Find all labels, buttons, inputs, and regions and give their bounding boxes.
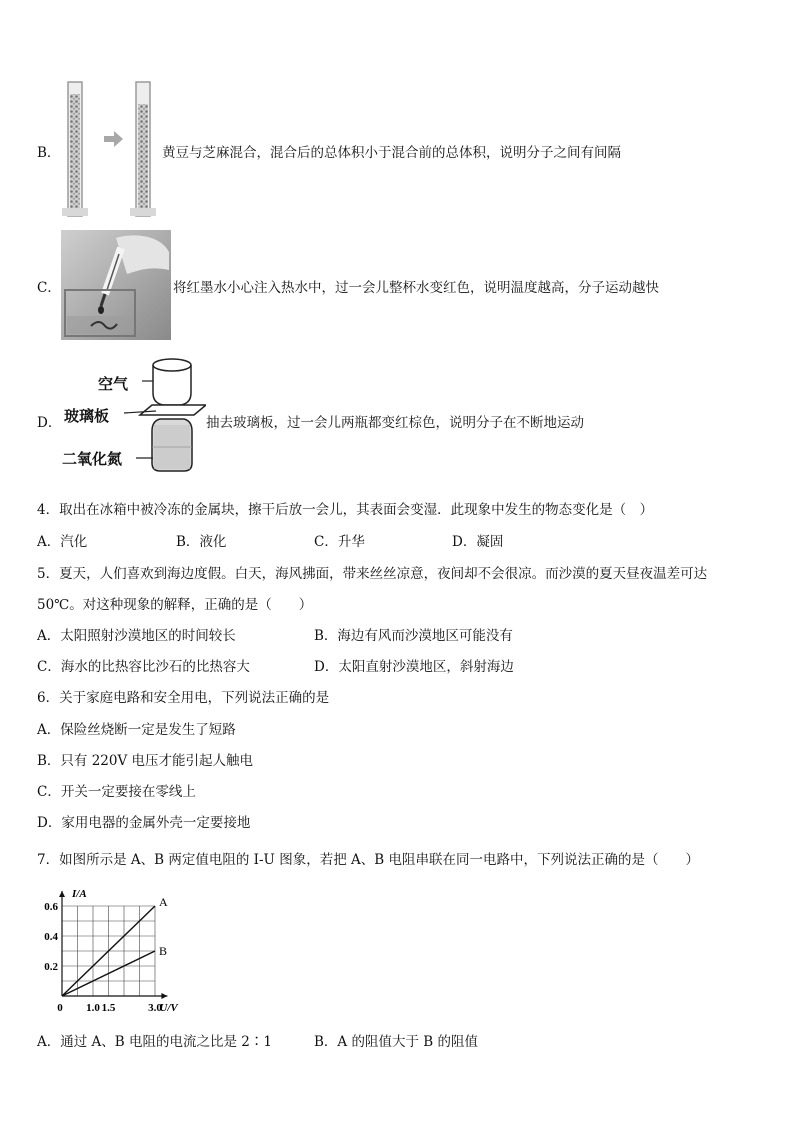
option-b-text: 黄豆与芝麻混合，混合后的总体积小于混合前的总体积，说明分子之间有间隔 — [162, 145, 621, 161]
x-tick-label: 1.0 — [86, 1002, 100, 1014]
q5-option-a: A．太阳照射沙漠地区的时间较长 — [37, 628, 236, 644]
q4-option-c: C．升华 — [314, 534, 365, 550]
q6-option-a: A．保险丝烧断一定是发生了短路 — [37, 722, 236, 738]
q5-option-b: B．海边有风而沙漠地区可能没有 — [314, 628, 513, 644]
q7-option-b: B．A 的阻值大于 B 的阻值 — [314, 1034, 478, 1050]
y-tick-label: 0.2 — [44, 961, 58, 973]
q5-option-d: D．太阳直射沙漠地区，斜射海边 — [314, 659, 514, 675]
q5-stem-line1: 5．夏天，人们喜欢到海边度假。白天，海风拂面，带来丝丝凉意，夜间却不会很凉。而沙漠的夏天昼夜温差可达 — [37, 566, 708, 582]
q7-option-a: A．通过 A、B 电阻的电流之比是 2∶1 — [37, 1034, 272, 1050]
q4-option-d: D．凝固 — [452, 534, 504, 550]
y-axis-label: I/A — [72, 888, 87, 900]
cylinders-figure — [60, 80, 160, 222]
q4-option-a: A．汽化 — [37, 534, 88, 550]
option-b-letter: B． — [37, 145, 61, 161]
gas-bottles-figure — [56, 355, 206, 479]
q4-option-b: B．液化 — [176, 534, 227, 550]
origin-label: 0 — [57, 1002, 63, 1014]
x-axis-arrow — [161, 993, 167, 999]
y-axis-arrow — [59, 891, 65, 897]
series-label-A: A — [159, 895, 168, 909]
option-c-letter: C． — [37, 280, 61, 296]
x-tick-label: 1.5 — [101, 1002, 116, 1014]
y-tick-label: 0.6 — [44, 901, 58, 913]
q5-stem-line2: 50℃。对这种现象的解释，正确的是（ ） — [37, 597, 313, 613]
label-glass-plate: 玻璃板 — [64, 407, 110, 425]
label-nitrogen-dioxide: 二氧化氮 — [62, 450, 123, 468]
option-d-text: 抽去玻璃板，过一会儿两瓶都变红棕色，说明分子在不断地运动 — [206, 415, 584, 431]
option-d-letter: D． — [37, 415, 62, 431]
x-axis-label: U/V — [159, 1002, 178, 1014]
series-label-B: B — [159, 944, 168, 958]
q6-stem: 6．关于家庭电路和安全用电，下列说法正确的是 — [37, 690, 330, 706]
x-tick-label: 3.0 — [148, 1002, 162, 1014]
iu-graph — [36, 880, 206, 1015]
q6-option-b: B．只有 220V 电压才能引起人触电 — [37, 753, 254, 769]
label-air: 空气 — [98, 375, 129, 393]
q6-option-c: C．开关一定要接在零线上 — [37, 784, 196, 800]
q7-stem: 7．如图所示是 A、B 两定值电阻的 I-U 图象，若把 A、B 电阻串联在同一电路中，下列说法正确的是（ ） — [37, 852, 699, 868]
q6-option-d: D．家用电器的金属外壳一定要接地 — [37, 815, 251, 831]
y-tick-label: 0.4 — [44, 931, 58, 943]
option-c-text: 将红墨水小心注入热水中，过一会儿整杯水变红色，说明温度越高，分子运动越快 — [173, 280, 659, 296]
q4-stem: 4．取出在冰箱中被冷冻的金属块，擦干后放一会儿，其表面会变湿．此现象中发生的物态变化是（ ） — [37, 502, 654, 518]
ink-beaker-photo — [61, 230, 171, 344]
q5-option-c: C．海水的比热容比沙石的比热容大 — [37, 659, 250, 675]
